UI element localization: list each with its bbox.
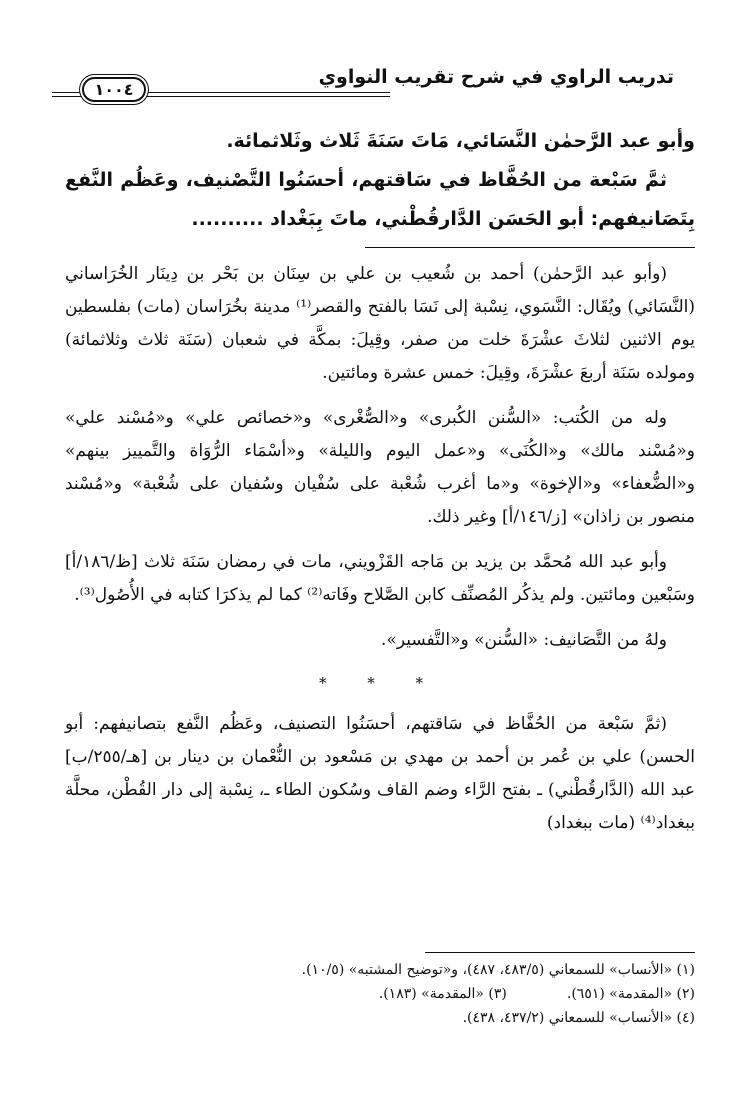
commentary-paragraph-1: (وأبو عبد الرَّحمٰن) أحمد بن شُعيب بن علي بن سِنَان بن بَحْر بن دِينَار الخُرَاساني (النَّسَائي) ويُقَال: النَّسَوي، نِسْبة إلى نَسَا بالفتح والقصر⁽¹⁾ مدينة بخُرَاسان (مات) بفلسطين يوم الاثنين لثلاثَ عشْرَةَ خلت من صفر، وقِيلَ: بمكَّة في شعبان (سَنَة ثلاث وثلاثمائة) ومولده سَنَة أربعَ عشْرَةَ، وقِيلَ: خمس عشرة ومائتين. bbox=[65, 264, 695, 383]
footnote-rule bbox=[425, 952, 695, 953]
main-paragraph-2: ثمَّ سَبْعة من الحُفَّاظ في سَاقتهم، أحسَنُوا التَّصْنيف، وعَظُم النَّفع بِتَصَانيفهم: أبو الحَسَن الدَّارقُطْني، ماتَ بِبَغْداد .......... bbox=[65, 169, 695, 230]
commentary-paragraph-2: وله من الكُتب: «السُّنن الكُبرى» و«الصُّغْرى» و«خصائص علي» و«مُسْند علي» و«مُسْند مالك» و«الكُنَى» و«عمل اليوم والليلة» و«أسْمَاء الرُّوَاة والتَّمييز بينهم» و«الضُّعفاء» و«الإخوة» و«ما أغرب شُعْبة على سُفْيان وسُفيان على شُعْبة» و«مُسْند منصور بن زاذان» [ز/١٤٦/أ] وغير ذلك. bbox=[65, 408, 695, 527]
commentary-paragraph-5: (ثمَّ سَبْعة من الحُفَّاظ في سَاقتهم، أحسَنُوا التصنيف، وعَظُم النَّفع بتصانيفهم: أبو الحسن) علي بن عُمر بن أحمد بن مهدي بن مَسْعود بن النُّعْمان بن دينار بن [هـ/٢٥٥/ب] عبد الله (الدَّارقُطْني) ـ بفتح الرَّاء وضم القاف وسُكون الطاء ـ، نِسْبة إلى دار القُطْن، محلَّة ببغداد⁽⁴⁾ (مات ببغداد) bbox=[65, 714, 695, 833]
footnote-3: (٣) «المقدمة» (١٨٣). bbox=[378, 986, 507, 1002]
commentary bbox=[65, 258, 695, 840]
footnote-1: (١) «الأنساب» للسمعاني (٤٨٣/٥، ٤٨٧)، و«توضيح المشتبه» (١٠/٥). bbox=[301, 962, 695, 978]
commentary-paragraph-4: ولهُ من التَّصَانيف: «السُّنن» و«التَّفسير». bbox=[381, 630, 667, 650]
footnote-2: (٢) «المقدمة» (٦٥١). bbox=[566, 986, 695, 1002]
main-paragraph-1: وأبو عبد الرَّحمٰن النَّسَائي، مَاتَ سَنَةَ ثَلاث وثَلاثمائة. bbox=[226, 130, 695, 152]
commentary-paragraph-3: وأبو عبد الله مُحمَّد بن يزيد بن مَاجه القَزْويني، مات في رمضان سَنَة ثلاث [ظ/١٨٦/أ] وسَبْعين ومائتين. ولم يذكُر المُصنِّف كابن الصَّلاح وفَاته⁽²⁾ كما لم يذكرَا كتابه في الأُصُول⁽³⁾. bbox=[65, 552, 695, 605]
footnote-row bbox=[65, 982, 695, 1006]
page-number-ornament bbox=[54, 76, 174, 102]
main-text bbox=[65, 122, 695, 239]
footnote-4: (٤) «الأنساب» للسمعاني (٤٣٧/٢، ٤٣٨). bbox=[462, 1010, 695, 1026]
page-number: ١٠٠٤ bbox=[82, 77, 145, 102]
book-title: تدريب الراوي في شرح تقريب النواوي bbox=[318, 66, 674, 88]
running-header bbox=[52, 62, 674, 102]
text-divider bbox=[365, 247, 695, 248]
section-separator-stars: * * * bbox=[318, 674, 442, 692]
footnotes bbox=[65, 958, 695, 1030]
